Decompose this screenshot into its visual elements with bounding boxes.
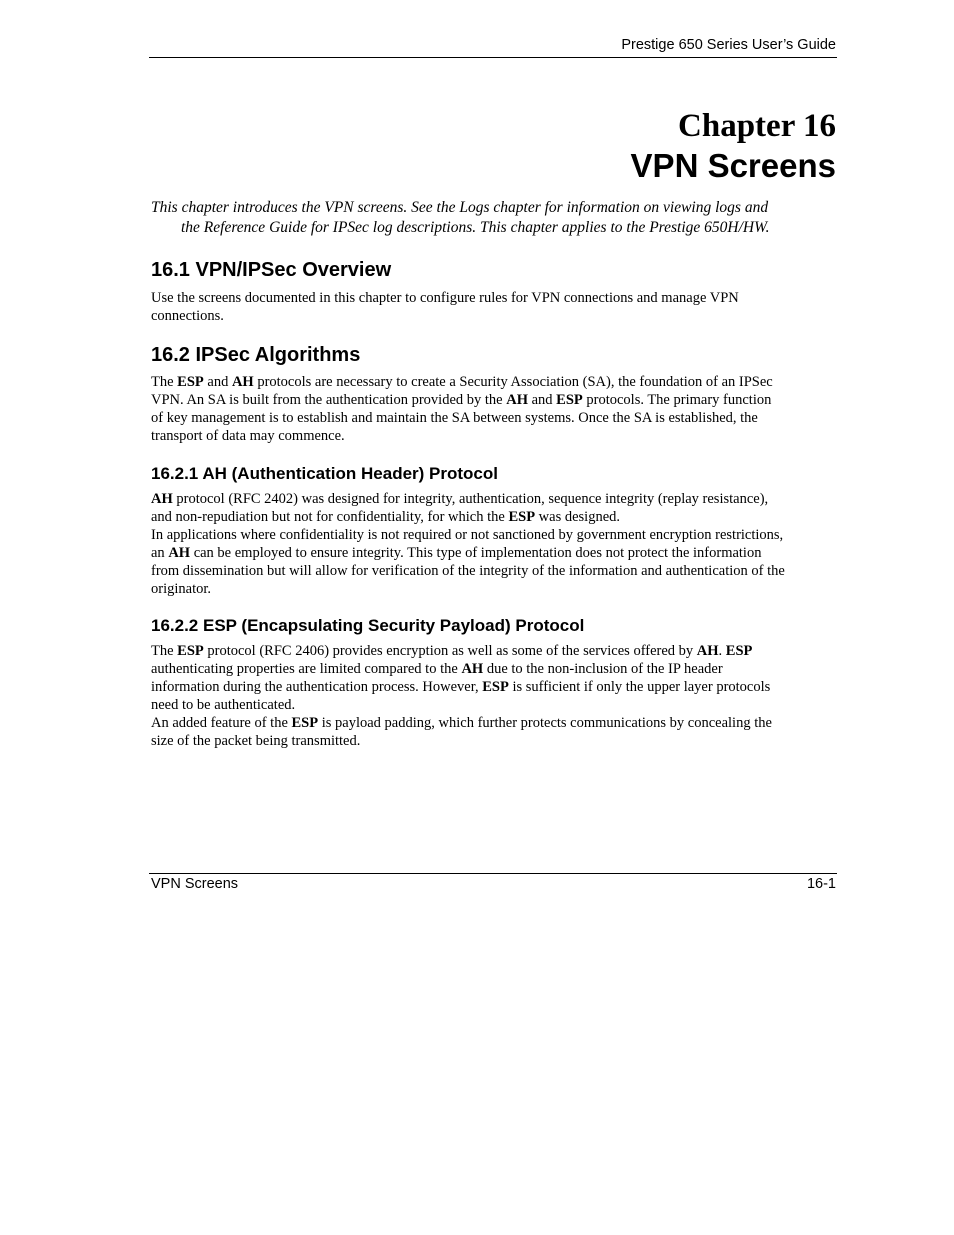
footer-page-number: 16-1 [806, 876, 836, 892]
intro-line: This chapter introduces the VPN screens. See the Logs chapter for information on viewing logs and [151, 199, 769, 216]
subsection-heading: 16.2.1 AH (Authentication Header) Protocol [151, 464, 498, 483]
section-heading: 16.2 IPSec Algorithms [151, 344, 361, 366]
text-line: of key management is to establish and maintain the SA between systems. Once the SA is established, the [151, 410, 758, 426]
chapter-intro [151, 198, 837, 238]
text-line: authenticating properties are limited compared to the AH due to the non-inclusion of the IP header [151, 661, 723, 677]
text-line: connections. [151, 308, 224, 324]
footer-section-name: VPN Screens [151, 876, 239, 892]
chapter-title: VPN Screens [630, 147, 836, 184]
running-header: Prestige 650 Series User’s Guide [621, 37, 836, 53]
text-line: originator. [151, 581, 212, 597]
text-line: size of the packet being transmitted. [151, 733, 361, 749]
text-line: An added feature of the ESP is payload padding, which further protects communications by concealing the [151, 715, 772, 731]
text-line: information during the authentication process. However, ESP is sufficient if only the upper layer protocols [151, 679, 771, 695]
subsection-heading: 16.2.2 ESP (Encapsulating Security Payload) Protocol [151, 616, 585, 635]
text-line: The ESP and AH protocols are necessary to create a Security Association (SA), the foundation of an IPSec [151, 374, 773, 390]
text-line: need to be authenticated. [151, 697, 296, 713]
paragraph [151, 373, 841, 445]
header-divider [149, 57, 837, 58]
text-line: from dissemination but will allow for verification of the integrity of the information and authentication of the [151, 563, 785, 579]
text-line: an AH can be employed to ensure integrity. This type of implementation does not protect the information [151, 545, 762, 561]
chapter-number: Chapter 16 [678, 108, 836, 144]
footer-divider [149, 873, 837, 874]
paragraph [151, 490, 841, 598]
text-line: The ESP protocol (RFC 2406) provides encryption as well as some of the services offered by AH. ESP [151, 643, 753, 659]
text-line: Use the screens documented in this chapter to configure rules for VPN connections and manage VPN [151, 290, 739, 306]
paragraph [151, 642, 841, 750]
intro-line: the Reference Guide for IPSec log descriptions. This chapter applies to the Prestige 650H/HW. [181, 219, 770, 236]
text-line: and non-repudiation but not for confidentiality, for which the ESP was designed. [151, 509, 621, 525]
text-line: In applications where confidentiality is not required or not sanctioned by government encryption restrictions, [151, 527, 784, 543]
text-line: VPN. An SA is built from the authentication provided by the AH and ESP protocols. The primary function [151, 392, 772, 408]
text-line: AH protocol (RFC 2402) was designed for integrity, authentication, sequence integrity (replay resistance), [151, 491, 769, 507]
paragraph [151, 289, 841, 325]
text-line: transport of data may commence. [151, 428, 345, 444]
section-heading: 16.1 VPN/IPSec Overview [151, 259, 392, 281]
